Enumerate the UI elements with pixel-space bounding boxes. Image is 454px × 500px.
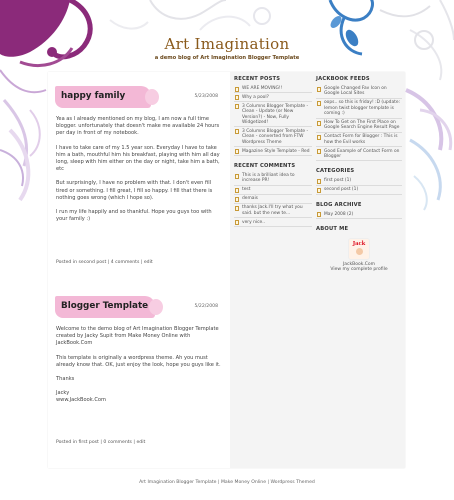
sidebar-left (234, 72, 312, 227)
avatar-face-icon (356, 248, 363, 255)
list-item[interactable]: Why a pool? (234, 94, 312, 102)
comments-link[interactable]: 4 comments (110, 260, 140, 265)
post-happy-family (56, 86, 222, 265)
post-paragraph: Jacky www.JackBook.Com (56, 390, 106, 404)
about-name: JackBook.Com (342, 262, 376, 268)
content-box (48, 72, 405, 468)
list-item[interactable]: thanks Jack.I'll try what you said. but the new te... (234, 204, 312, 218)
list-item[interactable]: WE ARE MOVING!! (234, 85, 312, 93)
main-column (48, 72, 230, 468)
posted-in-label: Posted in (56, 260, 78, 265)
post-title[interactable]: Blogger Template (61, 301, 149, 311)
document-icon (317, 149, 321, 154)
list-item[interactable]: How To Get on The First Place on Google Search Engine Result Page (316, 119, 402, 133)
edit-link[interactable]: edit (136, 440, 146, 445)
post-date: 5/23/2008 (194, 94, 218, 99)
recent-comments-title: RECENT COMMENTS (234, 163, 296, 170)
post-label-link[interactable]: second post (78, 260, 107, 265)
separator: | (133, 440, 135, 445)
post-paragraph: But surprisingly, I have no problem with that. I don't even fill tired or something. I fill great, I fill so happy. I fill that there is nothing goes wrong (which I hope so). (56, 180, 213, 201)
document-icon (235, 220, 239, 225)
document-icon (317, 87, 321, 92)
feeds-title: JACKBOOK FEEDS (316, 76, 370, 82)
list-item[interactable]: test (234, 186, 312, 194)
list-item[interactable]: oops.. so this is friday! :D (update: lemon twist blogger template is coming :) (316, 99, 402, 118)
post-footer (56, 440, 145, 445)
separator: | (100, 440, 102, 445)
document-icon (235, 174, 239, 179)
list-item[interactable]: May 2008 (2) (316, 211, 402, 219)
post-paragraph: I run my life happily and so thankful. Hope you guys too with your family :) (56, 209, 212, 223)
document-icon (317, 101, 321, 106)
separator: | (140, 260, 143, 265)
document-icon (235, 104, 239, 109)
list-item[interactable]: demais (234, 195, 312, 203)
document-icon (235, 188, 239, 193)
about-me-section (316, 238, 402, 272)
document-icon (235, 95, 239, 100)
separator: | (107, 260, 110, 265)
archive-list (316, 211, 402, 219)
list-item[interactable]: Contact Form for Blogger : This is how the Evil works (316, 133, 402, 147)
list-item[interactable]: first post (1) (316, 177, 402, 185)
site-title[interactable]: Art Imagination (164, 35, 290, 53)
recent-posts-list (234, 85, 312, 156)
document-icon (317, 212, 321, 217)
document-icon (235, 87, 239, 92)
post-footer (56, 260, 153, 265)
post-title[interactable]: happy family (61, 91, 126, 101)
post-paragraph: This template is originally a wordpress theme. Ah you must already know that. OK, just enjoy the look, hope you guys like it. (56, 354, 221, 368)
document-icon (317, 121, 321, 126)
site-tagline: a demo blog of Art Imagination Blogger Template (154, 55, 300, 61)
post-body (56, 116, 222, 223)
edit-link[interactable]: edit (143, 260, 153, 265)
posted-in-label: Posted in (56, 440, 78, 445)
post-header (55, 296, 222, 318)
site-footer: Art Imagination Blogger Template | Make Money Online | Wordpress Themed (139, 480, 315, 485)
sidebar-right (316, 72, 402, 272)
list-item[interactable]: Magazine Style Template - Red (234, 148, 312, 156)
post-header (55, 86, 222, 108)
document-icon (317, 179, 321, 184)
list-item[interactable]: 3 Columns Blogger Template - Clean - Update (or New Version?) - Now, Fully Widgetized! (234, 103, 312, 128)
post-body (56, 326, 222, 405)
recent-posts-title: RECENT POSTS (234, 76, 281, 82)
profile-link[interactable]: View my complete profile (330, 267, 388, 273)
post-paragraph: Yea as I already mentioned on my blog, I am now a full time blogger. unfortunately that doesn't make me available 24 hours per day in front of my notebook. (56, 116, 220, 137)
comments-link[interactable]: 0 comments (103, 440, 132, 445)
document-icon (235, 197, 239, 202)
list-item[interactable]: second post (1) (316, 186, 402, 194)
document-icon (317, 135, 321, 140)
archive-title: BLOG ARCHIVE (316, 201, 362, 208)
document-icon (235, 129, 239, 134)
categories-list (316, 177, 402, 194)
categories-title: CATEGORIES (316, 168, 355, 175)
post-paragraph: Welcome to the demo blog of Art Imagination Blogger Template created by Jacky Supit from Make Money Online with JackBook.Com (56, 326, 219, 347)
grey-swirl-decoration (110, 0, 270, 30)
avatar-label: Jack (352, 241, 366, 248)
list-item[interactable]: Good Example of Contact Form on Blogger (316, 148, 402, 162)
about-title: ABOUT ME (316, 226, 349, 233)
lilac-swirl-decoration (406, 90, 451, 210)
list-item[interactable]: 3 Columns Blogger Template - Clean - converted from FTW Wordpress Theme (234, 128, 312, 147)
document-icon (235, 206, 239, 211)
list-item[interactable]: This is a brilliant idea to increase PR! (234, 172, 312, 186)
document-icon (317, 188, 321, 193)
feeds-list (316, 85, 402, 161)
post-date: 5/22/2008 (194, 304, 218, 309)
post-paragraph: I have to take care of my 1.5 year son. Everyday I have to take him a bath, mouthful him his breakfast, playing with him all day long, sleep with him either on the day or night, take him a bath, etc (56, 144, 220, 173)
site-header (0, 34, 454, 61)
document-icon (235, 149, 239, 154)
post-blogger-template (56, 296, 222, 445)
recent-comments-list (234, 172, 312, 227)
avatar[interactable] (348, 238, 370, 260)
list-item[interactable]: Google Changed Fav Icon on Google Local Sites (316, 85, 402, 99)
post-label-link[interactable]: first post (78, 440, 99, 445)
list-item[interactable]: very nice.. (234, 219, 312, 227)
post-paragraph: Thanks (56, 376, 75, 383)
